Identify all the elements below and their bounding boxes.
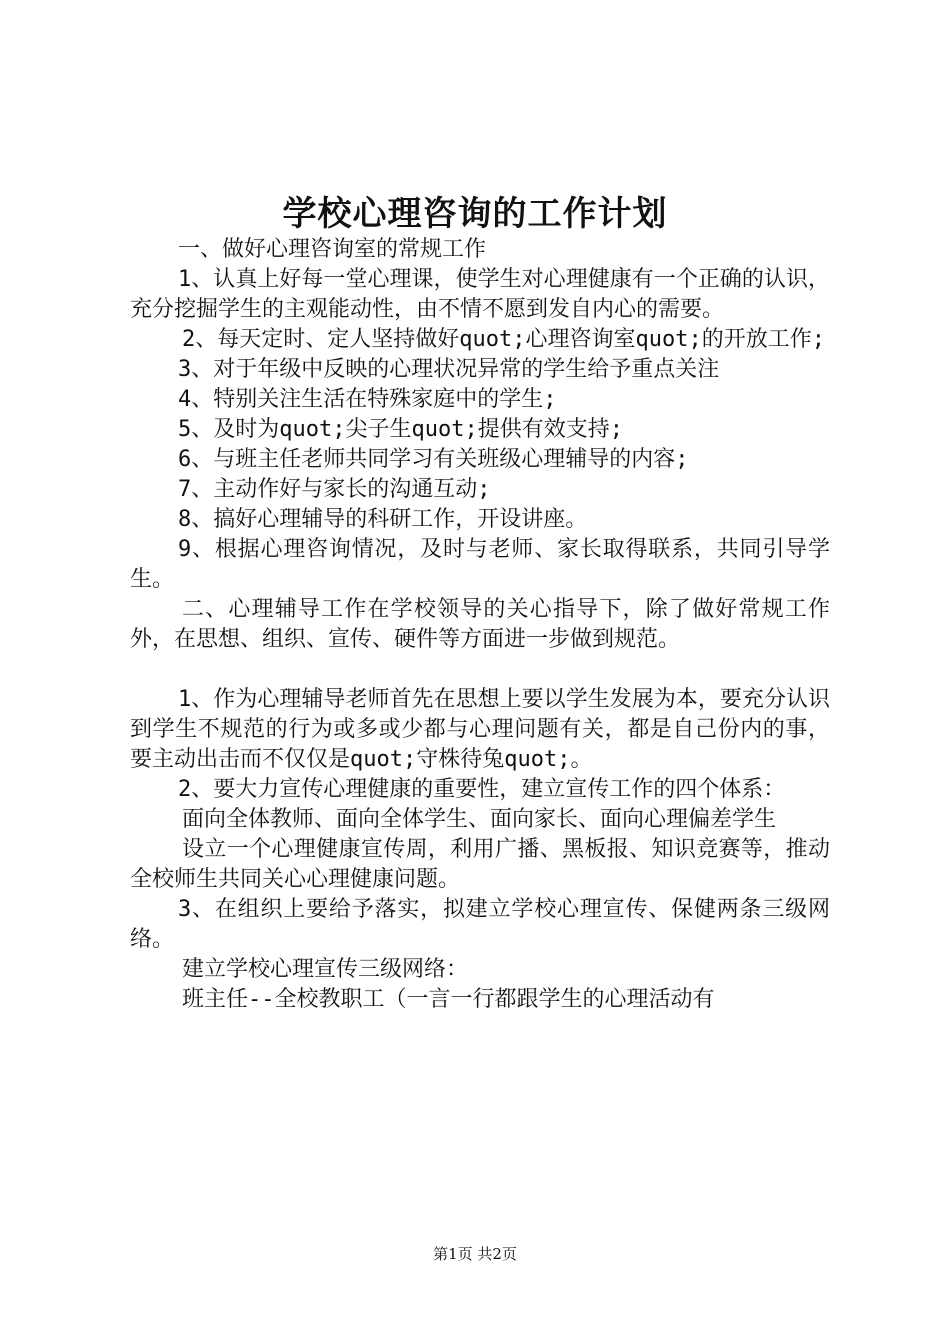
paragraph: 1、作为心理辅导老师首先在思想上要以学生发展为本，要充分认识到学生不规范的行为或多或少都与心理问题有关，都是自己份内的事，要主动出击而不仅仅是quot;守株待兔quot;。 bbox=[130, 687, 830, 772]
section-heading-2: 二、心理辅导工作在学校领导的关心指导下，除了做好常规工作外，在思想、组织、宣传、硬件等方面进一步做到规范。 bbox=[130, 597, 830, 652]
document-body bbox=[130, 235, 830, 1015]
paragraph: 设立一个心理健康宣传周，利用广播、黑板报、知识竞赛等，推动全校师生共同关心心理健康问题。 bbox=[130, 837, 830, 892]
paragraph: 3、对于年级中反映的心理状况异常的学生给予重点关注 bbox=[178, 357, 720, 382]
paragraph: 6、与班主任老师共同学习有关班级心理辅导的内容; bbox=[178, 447, 689, 472]
paragraph: 建立学校心理宣传三级网络： bbox=[182, 957, 469, 982]
paragraph: 1、认真上好每一堂心理课，使学生对心理健康有一个正确的认识，充分挖掘学生的主观能动性，由不情不愿到发自内心的需要。 bbox=[130, 267, 830, 322]
section-heading-1: 一、做好心理咨询室的常规工作 bbox=[178, 237, 487, 262]
paragraph: 面向全体教师、面向全体学生、面向家长、面向心理偏差学生 bbox=[182, 807, 777, 832]
paragraph: 班主任--全校教职工（一言一行都跟学生的心理活动有 bbox=[182, 987, 715, 1012]
paragraph: 2、要大力宣传心理健康的重要性，建立宣传工作的四个体系： bbox=[178, 777, 786, 802]
paragraph: 2、每天定时、定人坚持做好quot;心理咨询室quot;的开放工作; bbox=[182, 327, 825, 352]
page-footer: 第1页 共2页 bbox=[433, 1245, 517, 1263]
paragraph: 4、特别关注生活在特殊家庭中的学生; bbox=[178, 387, 557, 412]
document-title: 学校心理咨询的工作计划 bbox=[282, 194, 668, 234]
paragraph: 9、根据心理咨询情况，及时与老师、家长取得联系，共同引导学生。 bbox=[130, 537, 830, 592]
paragraph: 3、在组织上要给予落实，拟建立学校心理宣传、保健两条三级网络。 bbox=[130, 897, 830, 952]
paragraph: 7、主动作好与家长的沟通互动; bbox=[178, 477, 491, 502]
paragraph: 5、及时为quot;尖子生quot;提供有效支持; bbox=[178, 417, 623, 442]
paragraph: 8、搞好心理辅导的科研工作，开设讲座。 bbox=[178, 507, 588, 532]
